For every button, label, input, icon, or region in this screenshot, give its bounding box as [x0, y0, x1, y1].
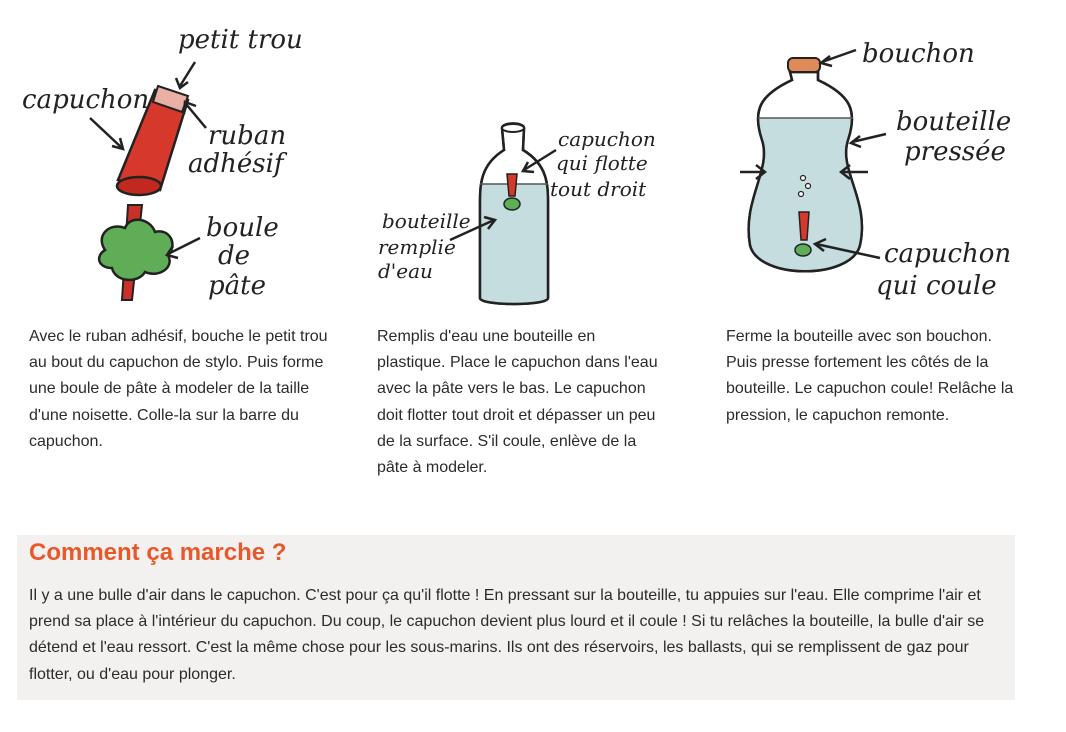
label-capuchon: capuchon — [884, 239, 1012, 269]
label-boule: boule — [206, 213, 279, 243]
label-bouteille: bouteille — [896, 107, 1012, 137]
label-qui-flotte: qui flotte — [556, 151, 648, 175]
label-qui-coule: qui coule — [876, 271, 997, 301]
illustration-squeezed-bottle — [700, 0, 1040, 320]
label-de: de — [218, 241, 251, 271]
step-3-text: Ferme la bouteille avec son bouchon. Puis presse fortement les côtés de la bouteille. Le capuchon coule! Relâche la pression, le capuchon remonte. — [726, 328, 1014, 424]
label-tout-droit: tout droit — [550, 177, 647, 201]
label-petit-trou: petit trou — [178, 25, 303, 55]
illustration-filled-bottle — [360, 0, 700, 320]
label-pate: pâte — [208, 271, 266, 301]
step-1-text: Avec le ruban adhésif, bouche le petit trou au bout du capuchon de stylo. Puis forme une boule de pâte à modeler de la taille d'une noisette. Colle-la sur la barre du capuchon. — [29, 328, 328, 450]
label-ruban: ruban — [208, 121, 287, 151]
explanation-title: Comment ça marche ? — [29, 539, 287, 566]
step-2-text: Remplis d'eau une bouteille en plastique. Place le capuchon dans l'eau avec la pâte vers le bas. Le capuchon doit flotter tout droit et dépasser un peu de la surface. S'il coule, enlève de la pâte à modeler. — [377, 328, 658, 477]
label-deau: d'eau — [378, 259, 433, 283]
explanation-body: Il y a une bulle d'air dans le capuchon. C'est pour ça qu'il flotte ! En pressant sur la bouteille, tu appuies sur l'eau. Elle comprime l'air et prend sa place à l'intérieur du capuchon. Du coup, le capuchon devient plus lourd et il coule ! Si tu relâches la bouteille, la bulle d'air se détend et l'eau ressort. C'est la même chose pour les sous-marins. Ils ont des réservoirs, les ballasts, qui se remplissent de gaz pour flotter, ou d'eau pour plonger. — [29, 587, 985, 683]
explanation-box — [17, 535, 1015, 700]
label-bouchon: bouchon — [862, 39, 975, 69]
arrow-icon — [90, 118, 122, 148]
label-pressee: pressée — [904, 137, 1006, 167]
arrow-icon — [186, 104, 206, 128]
label-bouteille: bouteille — [382, 209, 471, 233]
arrow-icon — [822, 50, 856, 62]
squeezed-bottle-drawing — [700, 0, 1060, 320]
illustration-pen-cap — [10, 0, 350, 320]
label-remplie: remplie — [378, 235, 456, 259]
pen-cap-drawing — [10, 0, 350, 320]
filled-bottle-drawing — [360, 0, 700, 320]
label-capuchon: capuchon — [22, 85, 150, 115]
label-capuchon: capuchon — [558, 127, 656, 151]
label-adhesif: adhésif — [188, 149, 284, 179]
